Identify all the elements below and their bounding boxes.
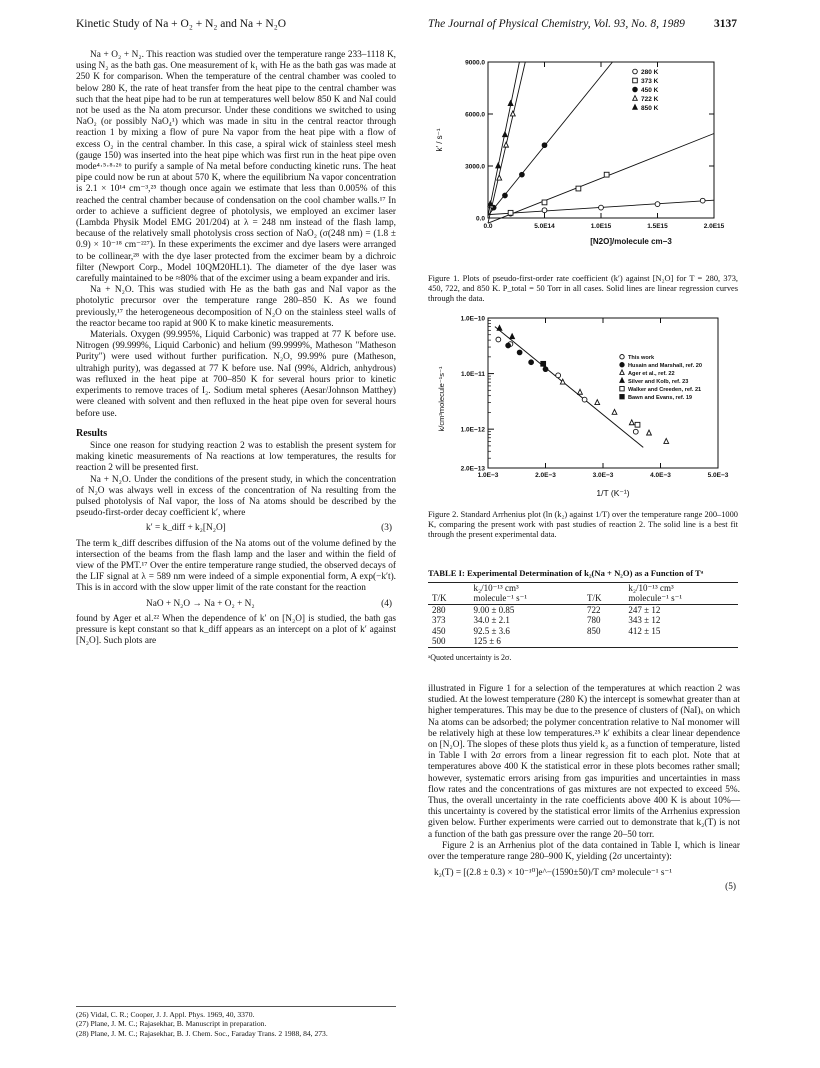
x-tick-label: 2.0E15 [703,223,725,230]
col-header-T: T/K [586,593,602,604]
legend-marker [633,96,638,101]
figure-1-caption: Figure 1. Plots of pseudo-first-order rate coefficient (k′) against [N₂O] for T = 280, 373, 450, 722, and 850 K. P_total = 50 Torr in all cases. Solid lines are linear regression curves through the data. [428,274,738,304]
data-point [504,142,509,147]
col-header-k: k₂/10⁻¹³ cm³ molecule⁻¹ s⁻¹ [628,582,683,604]
equation-4: NaO + N₂O → Na + O₂ + N₂ (4) [146,598,392,609]
paragraph: Materials. Oxygen (99.995%, Liquid Carbonic) was trapped at 77 K before use. Nitrogen (99.999%, Liquid Carbonic) and helium (99.9999%, Matheson "Matheson Purity") were used without further purification. N₂O, 99.99% pure (Matheson, ultrahigh purity), was degassed at 77 K before use. NaI (99%, Aldrich, anhydrous) was refluxed in the heat pipe at 700–850 K for several hours prior to kinetic experiments to remove traces of I₂. Sodium metal spheres (Aesar/Johnson Matthey) were cleaned with solvent and then refluxed in the heat pipe oven for several hours before use. [76,330,396,419]
data-point [647,430,652,435]
x-tick-label: 1.0E15 [590,223,612,230]
x-tick-label: 1.0E−3 [477,472,499,479]
legend-marker [620,370,624,375]
data-point [506,343,511,348]
data-point [629,420,634,425]
y-tick-label: 9000.0 [465,59,485,67]
figure-2-plot [428,310,738,508]
legend-entry: This work [628,355,655,361]
equation-3: k′ = k_diff + k₂[N₂O] (3) [146,523,392,534]
data-point [503,132,508,137]
col-header-k: k₂/10⁻¹³ cm³ molecule⁻¹ s⁻¹ [473,582,528,604]
table-1 [428,568,738,662]
paragraph: illustrated in Figure 1 for a selection of the temperatures at which reaction 2 was studied. At the lowest temperature (280 K) the intercept is somewhat greater than at higher temperatures. This may be due to the presence of clusters of (NaI)ₓ on which Na atoms can be adsorbed; the polymer concentration relative to NaI monomer will be relatively high at these low temperatures.²⁵ k′ exhibits a clear linear dependence on [N₂O]. The slopes of these plots thus yield k₂ as a function of temperature, listed in Table I with 2σ errors from a linear regression fit to each plot. Note that at temperatures above 400 K the statistical error in these plots becomes rather small; however, systematic errors arising from gas impurities and uncertainties in mass flow rates and the concentrations of gas mixtures are not expected to exceed 5%. Thus, the overall uncertainty in the rate coefficients above 400 K is about 10%—this uncertainty is covered by the statistical error limits of the Arrhenius expression given below. Further experiments were carried out to demonstrate that k₂(T) is not a function of the bath gas pressure over the range 20–50 torr. [428,684,740,840]
data-point [488,201,493,206]
data-point [542,143,547,148]
data-point [542,208,547,213]
table-row: 373 34.0 ± 2.1 780 343 ± 12 [432,615,661,626]
data-point [543,367,548,372]
running-header-right: The Journal of Physical Chemistry, Vol. 93, No. 8, 1989 [428,18,685,30]
data-point [612,409,617,414]
y-tick-label: 1.0E−11 [460,371,485,379]
regression-line [488,62,519,216]
data-point [496,163,501,168]
y-tick-label: 3000.0 [465,163,485,171]
x-tick-label: 2.0E−3 [535,472,556,479]
data-point [633,429,638,434]
x-axis-label: 1/T (K⁻¹) [596,488,630,498]
reference: (28) Plane, J. M. C.; Rajasekhar, B. J. Chem. Soc., Faraday Trans. 2 1988, 84, 273. [76,1028,328,1038]
data-point [664,438,669,443]
data-point [582,397,587,402]
legend-marker [633,78,638,83]
regression-line [488,62,612,216]
legend-entry: 450 K [641,87,659,94]
col-header-T: T/K [432,593,447,604]
data-point [496,337,501,342]
data-point [497,325,502,330]
data-point [700,198,705,203]
table-title: TABLE I: Experimental Determination of k₂(Na + N₂O) as a Function of Tᵃ [428,568,704,578]
section-heading: Results [76,427,108,439]
table-row: 280 9.00 ± 0.85 722 247 ± 12 [432,604,661,615]
legend-entry: Walker and Creeden, ref. 21 [628,387,702,393]
y-axis-label: k′ / s⁻¹ [435,128,444,152]
data-point [542,200,547,205]
paragraph: Na + N₂O. Under the conditions of the present study, in which the concentration of N₂O was always well in excess of the concentration of Na resulting from the pulsed photolysis of NaI vapor, the loss of Na atoms should be described by the pseudo-first-order decay coefficient k′, where [76,474,396,519]
x-tick-label: 5.0E14 [534,223,555,230]
data-point [595,400,600,405]
table-body [428,582,738,649]
data-point [529,360,534,365]
plot-frame [488,318,718,468]
x-tick-label: 1.5E15 [647,223,668,230]
x-tick-label: 3.0E−3 [592,472,614,479]
legend-entry: Ager et al., ref. 22 [628,371,675,377]
legend-entry: 280 K [641,69,659,76]
equation-5-number: (5) [725,882,736,893]
data-point [520,172,525,177]
data-point [508,210,513,215]
references [76,1006,396,1038]
legend-entry: 850 K [641,105,659,112]
legend-entry: 722 K [641,96,659,103]
data-point [599,205,604,210]
data-point [578,389,583,394]
running-header-left: Kinetic Study of Na + O₂ + N₂ and Na + N₂O [76,18,287,30]
x-tick-label: 4.0E−3 [650,472,671,479]
data-point [510,111,515,116]
data-point [541,361,546,366]
y-axis-label: k/cm³molecule⁻¹s⁻¹ [437,366,446,432]
data-point [517,350,522,355]
x-tick-label: 0.0 [483,223,493,230]
paragraph: Na + O₂ + N₂. This reaction was studied over the temperature range 233–1118 K, using N₂ as the bath gas. One measurement of k₁ with He as the bath gas was made at 250 K for comparison. When the temperature of the central chamber was cooled to below 280 K, the rate of heat transfer from the heat pipe to the central chamber was such that the heat pipe had to be run at temperatures well below 850 K and NaI could not be used as the Na atom precursor. Under these conditions we switched to using NaO₂ (or possibly NaO₄¹) which was made in situ in the central reactor through reaction 1 by mixing a flow of pure Na vapor from the heat pipe with a flow of excess O₂ in the central chamber. In this case, a spiral wick of stainless steel mesh (gauge 150) was inserted into the heat pipe which was first run in the heat pipe oven mode⁴·⁵·⁸·²⁶ to purify a sample of Na metal before conducting kinetic runs. The heat pipe could now be run at about 570 K, where the equilibrium Na vapor concentration is 2.1 × 10¹⁴ cm⁻³,²⁵ though once again we estimate that less than 0.005% of this reached the central chamber because of condensation on the cool chamber walls.¹⁷ In order to achieve a sufficient degree of photolysis, we employed an excimer laser (Lambda Physik Model EMG 201/204) at λ = 248 nm instead of the flash lamp, because of the relatively small photolysis cross section of NaO₂ (σ(248 nm) = (1.8 ± 0.9) × 10⁻¹⁸ cm⁻²²⁷). In these experiments the excimer and dye lasers were arranged to be collinear,²⁸ with the dye laser protected from the excimer beam by a dichroic filter (Newport Corp., Model 10QM20HL1). The diameter of the dye laser was carefully maintained to be ≈80% that of the excimer using a beam expander and iris. [76,50,396,285]
data-point [576,186,581,191]
page-number: 3137 [714,18,737,30]
data-point [604,172,609,177]
legend-entry: Bawn and Evans, ref. 19 [628,395,693,401]
data-point [508,101,513,106]
data-point [655,202,660,207]
figure-1-plot [428,50,738,272]
paragraph: Figure 2 is an Arrhenius plot of the data contained in Table I, which is linear over the temperature range 280–900 K, yielding (2σ uncertainty): [428,840,740,863]
y-tick-label: 1.0E−12 [460,426,485,434]
reference: (27) Plane, J. M. C.; Rajasekhar, B. Manuscript in preparation. [76,1019,267,1029]
x-axis-label: [N2O]/molecule cm−3 [590,237,672,246]
legend-marker [633,69,638,74]
legend-entry: Silver and Kolb, ref. 23 [628,379,689,385]
data-point [497,175,502,180]
legend-marker [620,363,624,367]
legend-marker [620,395,624,399]
figure-2-caption: Figure 2. Standard Arrhenius plot (ln (k₂) against 1/T) over the temperature range 200–1000 K, comparing the present work with past studies of reaction 2. The solid line is a best fit through the present experimental data. [428,510,738,540]
data-point [503,193,508,198]
y-tick-label: 0.0 [475,215,485,223]
left-column [76,50,396,647]
legend-marker [620,355,624,359]
data-point [510,334,515,339]
legend-entry: Husain and Marshall, ref. 20 [628,363,702,369]
y-tick-label: 6000.0 [465,111,485,119]
y-tick-label: 1.0E−10 [460,315,485,323]
reference: (26) Vidal, C. R.; Cooper, J. J. Appl. Phys. 1969, 40, 3370. [76,1010,255,1019]
paragraph: found by Ager et al.²² When the dependence of k′ on [N₂O] is studied, the bath gas pressure is kept constant so that k_diff appears as an intercept on a plot of k′ against [N₂O]. Such plots are [76,613,396,647]
table-row: 500 125 ± 6 [432,636,501,647]
data-point [556,373,561,378]
y-tick-label: 2.0E−13 [460,465,485,473]
data-point [635,422,640,427]
table-row: 450 92.5 ± 3.6 850 412 ± 15 [432,625,661,636]
legend-marker [620,378,624,383]
paragraph: Na + N₂O. This was studied with He as the bath gas and NaI vapor as the photolytic precursor over the temperature range 280–850 K. As we found previously,¹⁷ the heterogeneous decomposition of N₂O on the stainless steel walls of the reactor became too rapid at 900 K to make kinetic measurements. [76,285,396,329]
plot-frame [488,62,714,218]
legend-entry: 373 K [641,78,659,85]
equation-5: k₂(T) = [(2.8 ± 0.3) × 10⁻¹⁰]e^−(1590±50)/T cm³ molecule⁻¹ s⁻¹ [434,867,673,878]
x-tick-label: 5.0E−3 [707,472,729,479]
right-column [428,684,740,894]
legend-marker [633,87,638,92]
paragraph: Since one reason for studying reaction 2 was to establish the present system for making kinetic measurements of Na reactions at low temperatures, the results for reaction 2 will be presented first. [76,440,396,474]
legend-marker [620,387,624,391]
paragraph: The term k_diff describes diffusion of the Na atoms out of the volume defined by the intersection of the beams from the flash lamp and the laser and within the field of view of the PMT.¹⁷ Over the entire temperature range studied, the observed decays of the LIF signal at λ = 589 nm were indeed of a simple exponential form, A exp(−k′t). This is in accord with the slow upper limit of the rate constant for the reaction [76,538,396,594]
table-footnote: ᵃQuoted uncertainty is 2σ. [428,653,512,663]
legend-marker [633,105,638,110]
